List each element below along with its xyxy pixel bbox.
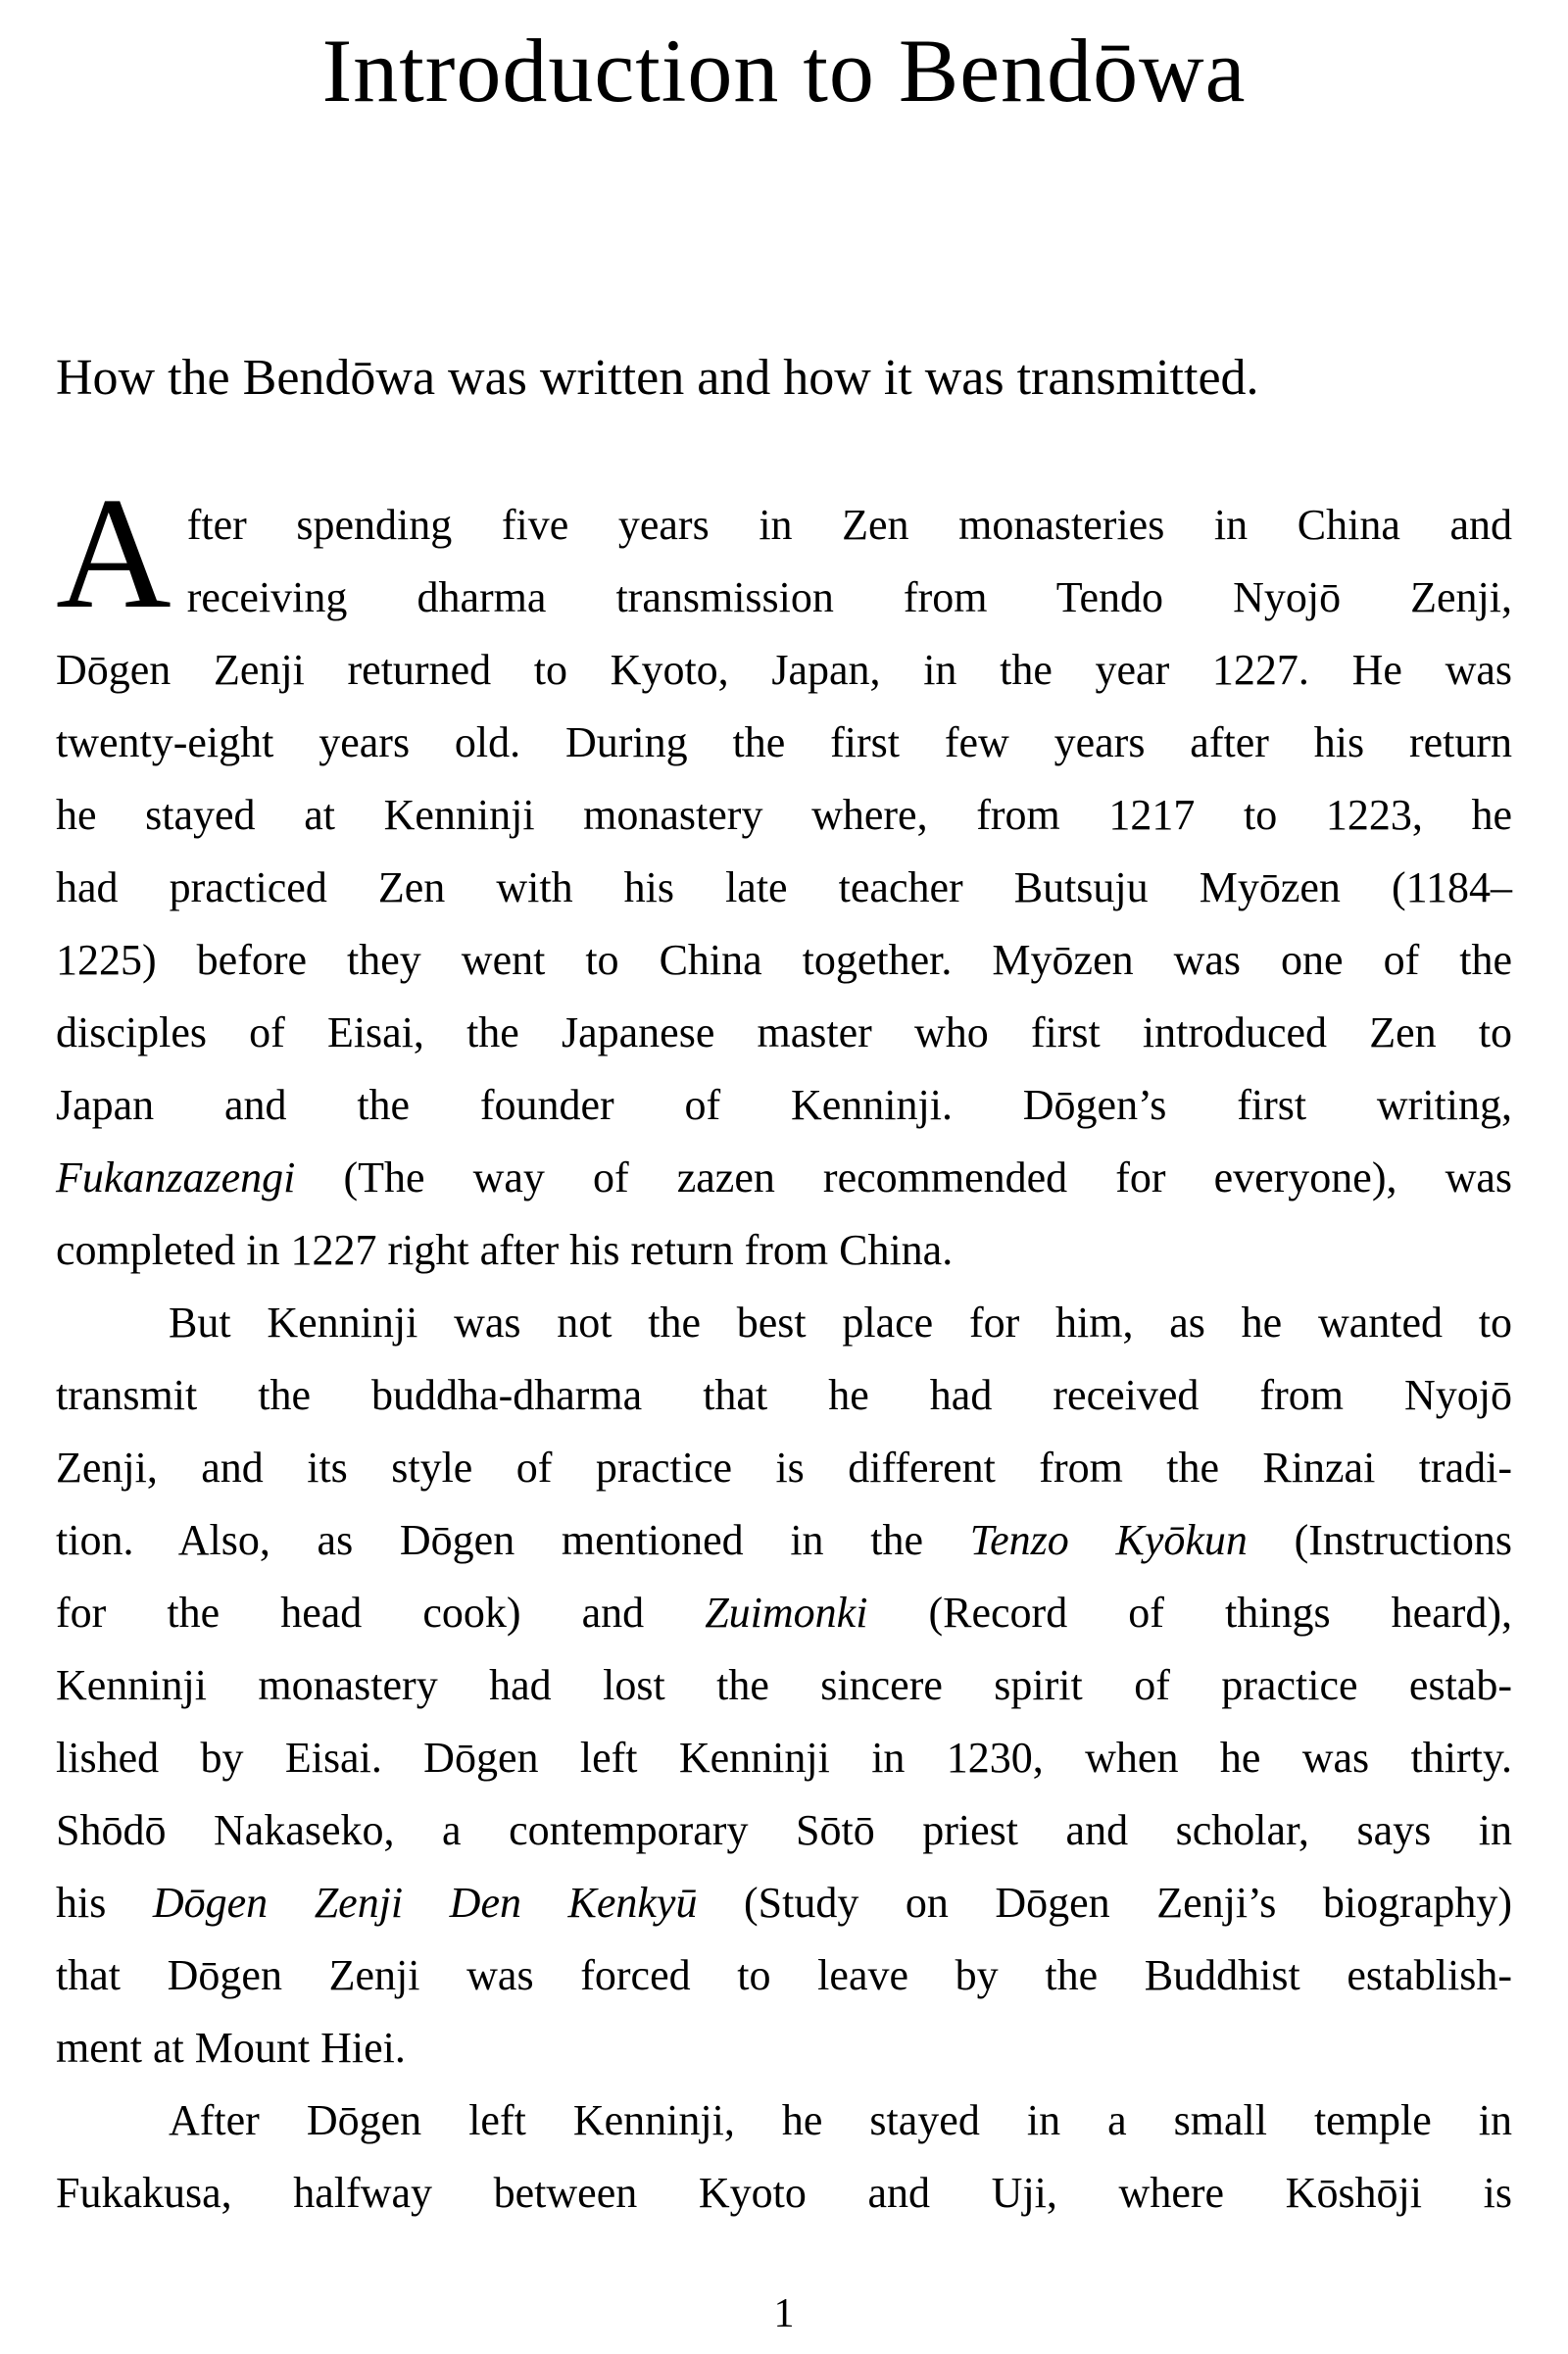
text-segment: fter spending five years in Zen monasteries in China and — [186, 501, 1512, 550]
text-line — [56, 707, 1512, 779]
text-segment: receiving dharma transmission from Tendo Nyojō Zenji, — [186, 573, 1512, 622]
text-segment: Dōgen Zenji returned to Kyoto, Japan, in the year 1227. He was — [56, 646, 1512, 695]
text-line — [56, 634, 1512, 707]
text-line — [56, 562, 1512, 634]
text-line — [56, 2157, 1512, 2230]
text-line — [56, 1577, 1512, 1649]
text-line — [56, 1214, 1512, 1287]
text-segment: Japan and the founder of Kenninji. Dōgen’s first writing, — [56, 1081, 1512, 1130]
text-segment: After Dōgen left Kenninji, he stayed in a small temple in — [169, 2096, 1512, 2145]
text-line — [56, 1504, 1512, 1577]
italic-book-title: Dōgen Zenji Den Kenkyū — [152, 1879, 698, 1928]
text-segment: his — [56, 1879, 153, 1928]
text-segment: for the head cook) and — [56, 1589, 706, 1638]
text-segment: lished by Eisai. Dōgen left Kenninji in 1230, when he was thirty. — [56, 1734, 1512, 1783]
text-line — [56, 2084, 1512, 2157]
text-segment: that Dōgen Zenji was forced to leave by the Buddhist establish- — [56, 1951, 1512, 2000]
text-line — [56, 2012, 1512, 2084]
text-segment: (Study on Dōgen Zenji’s biography) — [697, 1879, 1512, 1928]
text-line — [56, 1867, 1512, 1939]
paragraph — [56, 466, 1512, 1287]
text-line — [56, 1939, 1512, 2012]
text-segment: (Record of things heard), — [867, 1589, 1512, 1638]
text-segment: transmit the buddha-dharma that he had received from Nyojō — [56, 1371, 1512, 1420]
text-line — [56, 1722, 1512, 1794]
text-segment: tion. Also, as Dōgen mentioned in the — [56, 1516, 970, 1565]
text-line — [56, 1432, 1512, 1504]
page-title: Introduction to Bendōwa — [321, 21, 1247, 121]
italic-book-title: Tenzo Kyōkun — [969, 1516, 1248, 1565]
text-segment: Zenji, and its style of practice is different from the Rinzai tradi- — [56, 1444, 1512, 1493]
text-line — [56, 779, 1512, 852]
italic-book-title: Zuimonki — [705, 1589, 868, 1638]
page-number: 1 — [773, 2291, 795, 2337]
text-segment: disciples of Eisai, the Japanese master who first introduced Zen to — [56, 1008, 1512, 1057]
text-line — [56, 997, 1512, 1069]
text-line — [56, 1287, 1512, 1359]
text-segment: had practiced Zen with his late teacher Butsuju Myōzen (1184– — [56, 863, 1512, 912]
text-segment: ment at Mount Hiei. — [56, 2024, 406, 2073]
text-segment: (The way of zazen recommended for everyone), was — [295, 1153, 1512, 1202]
text-line — [56, 1359, 1512, 1432]
text-line — [56, 924, 1512, 997]
italic-book-title: Fukanzazengi — [56, 1153, 296, 1202]
text-line — [56, 489, 1512, 562]
drop-cap: A — [56, 466, 172, 643]
text-segment: Kenninji monastery had lost the sincere spirit of practice estab- — [56, 1661, 1512, 1710]
text-segment: twenty-eight years old. During the first few years after his return — [56, 718, 1512, 767]
section-heading: How the Bendōwa was written and how it was transmitted. — [56, 350, 1259, 407]
text-segment: (Instructions — [1247, 1516, 1513, 1565]
text-segment: he stayed at Kenninji monastery where, from 1217 to 1223, he — [56, 791, 1512, 840]
text-segment: Fukakusa, halfway between Kyoto and Uji, where Kōshōji is — [56, 2169, 1512, 2218]
text-segment: But Kenninji was not the best place for him, as he wanted to — [169, 1299, 1512, 1348]
body-text — [56, 466, 1513, 2230]
paragraph — [56, 2084, 1512, 2230]
text-line — [56, 1142, 1512, 1214]
text-segment: completed in 1227 right after his return from China. — [56, 1226, 954, 1275]
text-line — [56, 1649, 1512, 1722]
text-segment: 1225) before they went to China together. Myōzen was one of the — [56, 936, 1512, 985]
text-line — [56, 852, 1512, 924]
text-segment: Shōdō Nakaseko, a contemporary Sōtō priest and scholar, says in — [56, 1806, 1512, 1855]
paragraph — [56, 1287, 1512, 2084]
text-line — [56, 1069, 1512, 1142]
text-line — [56, 1794, 1512, 1867]
